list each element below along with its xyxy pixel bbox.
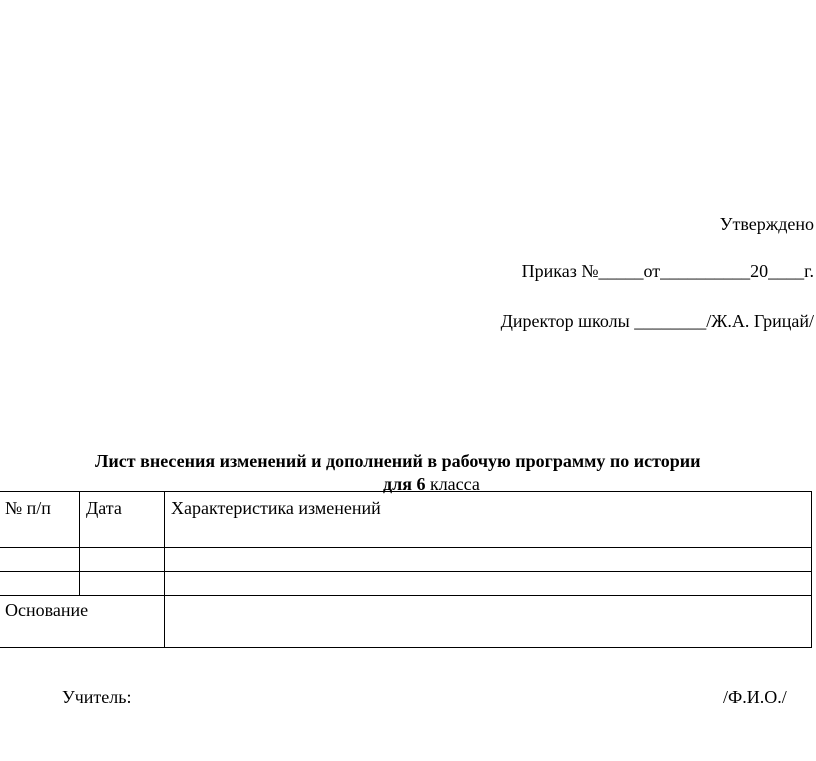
table-cell[interactable] [165,572,812,596]
table-cell[interactable] [0,548,80,572]
subtitle-class-number: для 6 [383,474,426,494]
basis-cell[interactable] [165,596,812,648]
document-title: Лист внесения изменений и дополнений в рабочую программу по истории [95,451,701,471]
table-cell[interactable] [0,572,80,596]
table-cell[interactable] [80,572,165,596]
approved-label: Утверждено [719,214,814,234]
header-number: № п/п [0,492,80,548]
table-cell[interactable] [80,548,165,572]
table-row [0,548,812,572]
order-line: Приказ №_____от__________20____г. [521,261,814,281]
table-header-row [0,492,812,548]
table-cell[interactable] [165,548,812,572]
header-description: Характеристика изменений [165,492,812,548]
changes-table [0,491,812,648]
table-row [0,572,812,596]
header-date: Дата [80,492,165,548]
subtitle-class-word: класса [429,474,480,494]
teacher-label: Учитель: [62,687,132,707]
basis-row [0,596,812,648]
basis-label: Основание [0,596,165,648]
fio-label: /Ф.И.О./ [723,687,787,707]
director-signature-line: Директор школы ________/Ж.А. Грицай/ [500,311,814,331]
